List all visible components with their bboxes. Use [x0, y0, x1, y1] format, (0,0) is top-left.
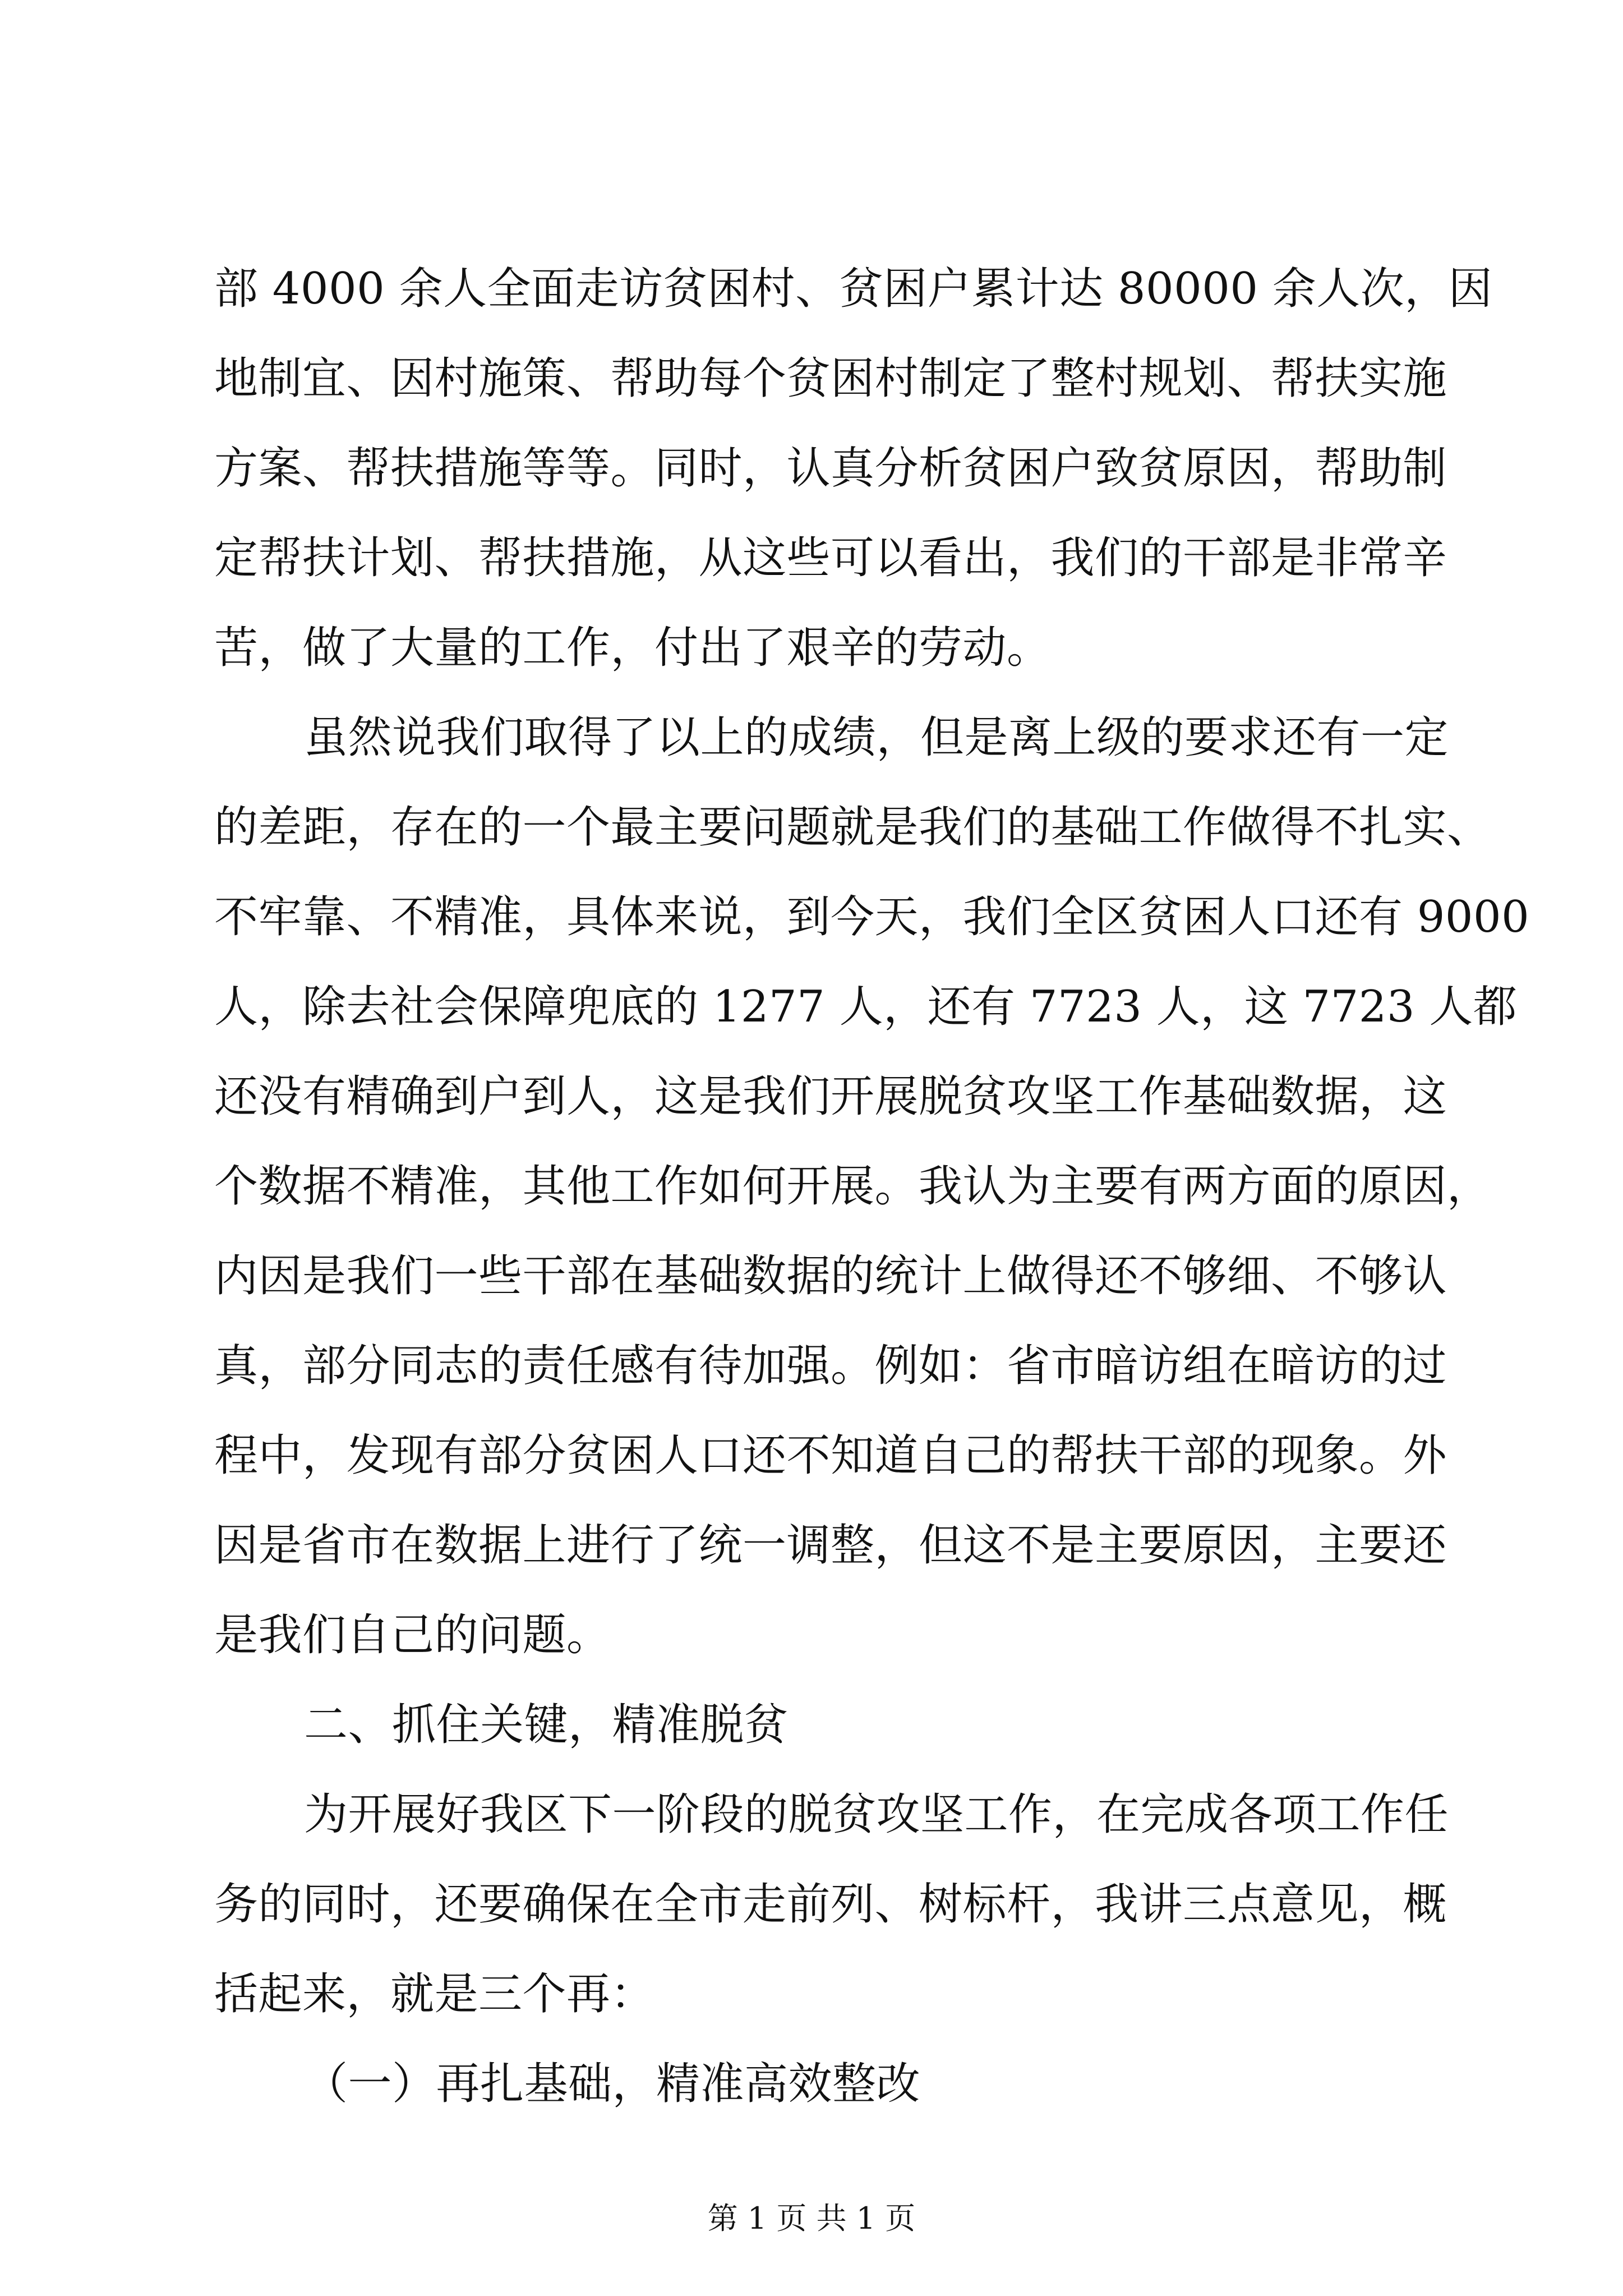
body-text-line: 部 4000 余人全面走访贫困村、贫困户累计达 80000 余人次，因 [214, 264, 1493, 314]
body-text-line: 定帮扶计划、帮扶措施，从这些可以看出，我们的干部是非常辛 [214, 533, 1447, 583]
body-text-line: 个数据不精准，其他工作如何开展。我认为主要有两方面的原因， [214, 1161, 1491, 1212]
page-footer: 第 1 页 共 1 页 [707, 2201, 916, 2236]
body-text-line: 务的同时，还要确保在全市走前列、树标杆，我讲三点意见，概 [214, 1879, 1447, 1930]
body-text-line: 还没有精确到户到人，这是我们开展脱贫攻坚工作基础数据，这 [214, 1071, 1447, 1122]
body-text-line: 括起来，就是三个再： [214, 1969, 655, 2019]
body-text-line: 的差距，存在的一个最主要问题就是我们的基础工作做得不扎实、 [214, 802, 1491, 853]
paragraph-first-line: 为开展好我区下一阶段的脱贫攻坚工作，在完成各项工作任 [304, 1789, 1449, 1840]
body-text-line: 因是省市在数据上进行了统一调整，但这不是主要原因，主要还 [214, 1520, 1447, 1571]
body-text-line: 人，除去社会保障兜底的 1277 人，还有 7723 人，这 7723 人都 [214, 982, 1518, 1032]
paragraph-first-line: 虽然说我们取得了以上的成绩，但是离上级的要求还有一定 [304, 712, 1449, 763]
subsection-heading: （一）再扎基础，精准高效整改 [304, 2059, 921, 2109]
body-text-line: 方案、帮扶措施等等。同时，认真分析贫困户致贫原因，帮助制 [214, 443, 1447, 494]
body-text-line: 地制宜、因村施策、帮助每个贫困村制定了整村规划、帮扶实施 [214, 353, 1447, 404]
body-text-line: 程中，发现有部分贫困人口还不知道自己的帮扶干部的现象。外 [214, 1430, 1447, 1481]
body-text-line: 不牢靠、不精准，具体来说，到今天，我们全区贫困人口还有 9000 [214, 892, 1530, 942]
section-heading: 二、抓住关键，精准脱贫 [304, 1700, 789, 1750]
body-text-line: 内因是我们一些干部在基础数据的统计上做得还不够细、不够认 [214, 1251, 1447, 1301]
body-text-line: 真，部分同志的责任感有待加强。例如：省市暗访组在暗访的过 [214, 1341, 1447, 1391]
body-text-line: 是我们自己的问题。 [214, 1610, 611, 1660]
body-text-line: 苦，做了大量的工作，付出了艰辛的劳动。 [214, 623, 1051, 673]
